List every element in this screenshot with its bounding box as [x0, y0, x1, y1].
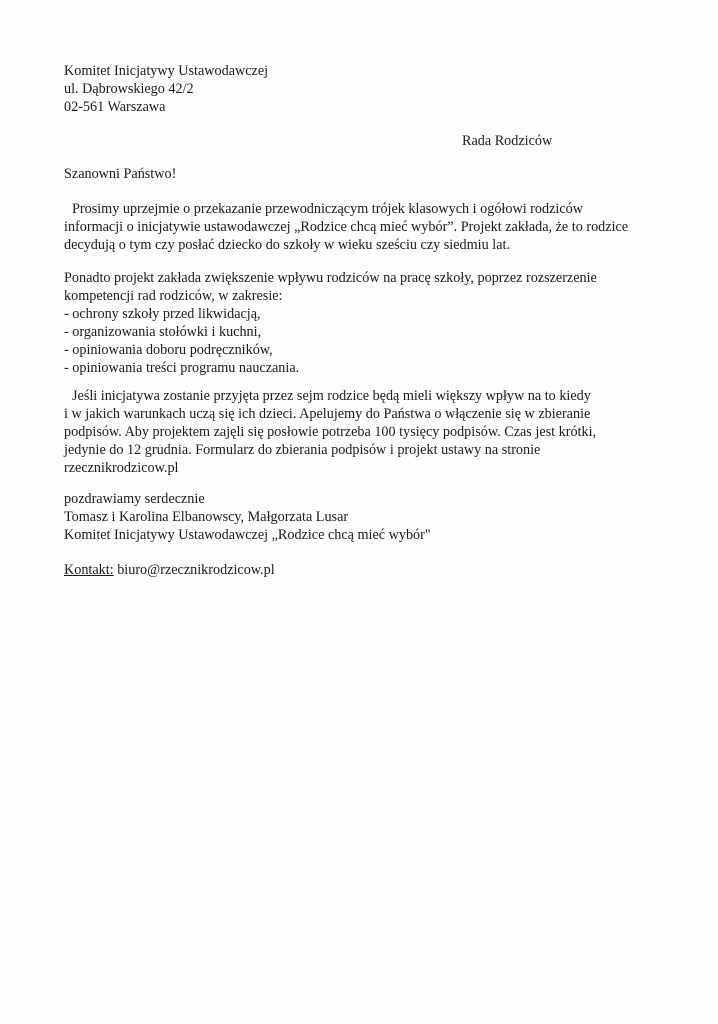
contact-label: Kontakt:: [64, 562, 114, 578]
paragraph-line: decydują o tym czy posłać dziecko do szkoły w wieku sześciu czy siedmiu lat.: [64, 237, 510, 253]
committee-name: Komitet Inicjatywy Ustawodawczej „Rodzice chcą mieć wybór": [64, 527, 431, 543]
paragraph-line: kompetencji rad rodziców, w zakresie:: [64, 288, 283, 304]
paragraph-line: podpisów. Aby projektem zajęli się posłowie potrzeba 100 tysięcy podpisów. Czas jest krótki,: [64, 424, 597, 440]
sender-street: ul. Dąbrowskiego 42/2: [64, 81, 194, 97]
greeting-text: Szanowni Państwo!: [64, 166, 177, 182]
recipient: Rada Rodziców: [462, 133, 553, 149]
list-item: - organizowania stołówki i kuchni,: [64, 324, 262, 340]
paragraph-line: Prosimy uprzejmie o przekazanie przewodniczącym trójek klasowych i ogółowi rodziców: [72, 201, 583, 217]
website-text: rzecznikrodzicow.pl: [64, 460, 179, 476]
paragraph-line: Ponadto projekt zakłada zwiększenie wpływu rodziców na pracę szkoły, poprzez rozszerzenie: [64, 270, 597, 286]
greeting: [64, 165, 664, 183]
paragraph-line: i w jakich warunkach uczą się ich dzieci. Apelujemy do Państwa o włączenie się w zbieranie: [64, 406, 591, 422]
paragraph-competences: [64, 269, 664, 377]
list-item: - opiniowania doboru podręczników,: [64, 342, 273, 358]
list-item: - ochrony szkoły przed likwidacją,: [64, 306, 261, 322]
signature-block: [64, 490, 664, 544]
sender-name: Komitet Inicjatywy Ustawodawczej: [64, 63, 269, 79]
list-item: - opiniowania treści programu nauczania.: [64, 360, 300, 376]
paragraph-line: jedynie do 12 grudnia. Formularz do zbierania podpisów i projekt ustawy na stronie: [64, 442, 541, 458]
paragraph-appeal: [64, 387, 664, 477]
contact-email: biuro@rzecznikrodzicow.pl: [117, 562, 275, 578]
signatories: Tomasz i Karolina Elbanowscy, Małgorzata Lusar: [64, 509, 349, 525]
paragraph-request: [64, 200, 664, 254]
closing-greeting: pozdrawiamy serdecznie: [64, 491, 205, 507]
paragraph-line: Jeśli inicjatywa zostanie przyjęta przez sejm rodzice będą mieli większy wpływ na to kiedy: [72, 388, 591, 404]
sender-city: 02-561 Warszawa: [64, 99, 166, 115]
sender-address: [64, 62, 664, 116]
paragraph-line: informacji o inicjatywie ustawodawczej „Rodzice chcą mieć wybór”. Projekt zakłada, że to rodzice: [64, 219, 629, 235]
contact-line: [64, 561, 664, 579]
